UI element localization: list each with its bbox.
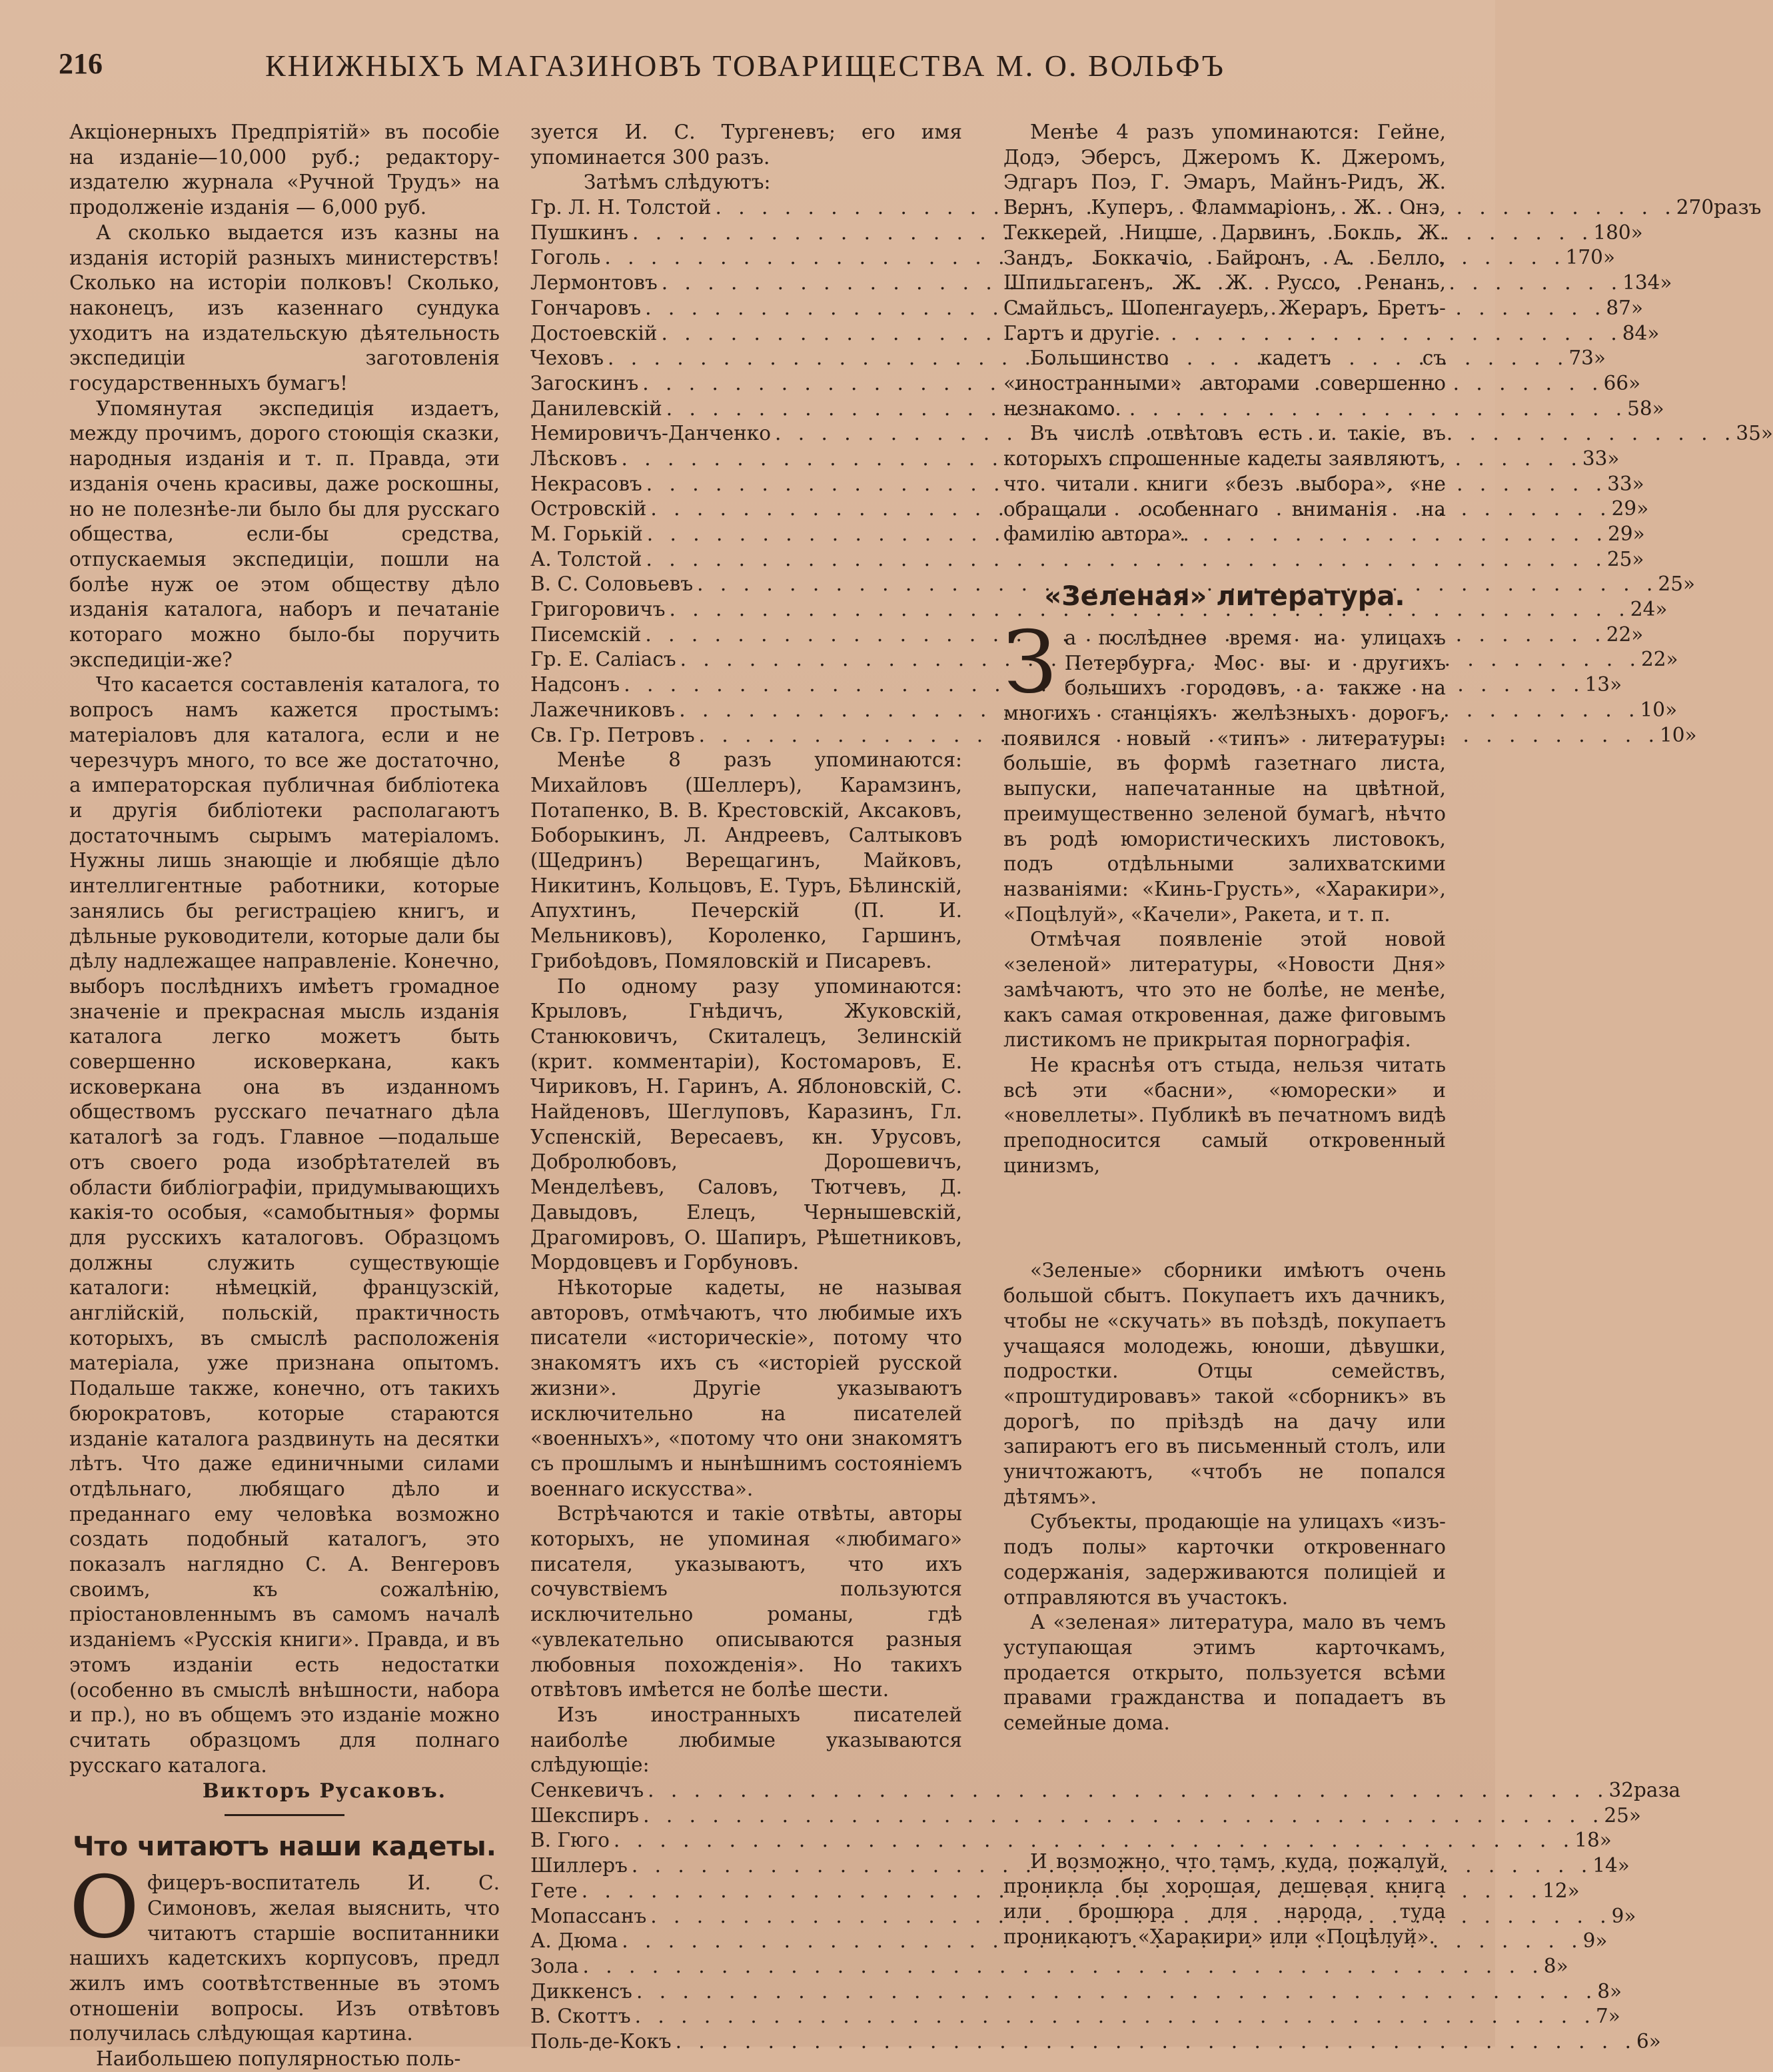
author-name: Зола (530, 1954, 579, 1977)
mention-count: 25 (1658, 572, 1683, 596)
paragraph: зуется И. С. Тургеневъ; его имя упоминается 300 разъ. (530, 121, 962, 169)
count-unit: » (1632, 547, 1644, 570)
paragraph-text: фицеръ-воспитатель И. С. Симоновъ, желая выяснить, что читаютъ старшіе воспитанники нашихъ кадетскихъ корпусовъ, предл жилъ имъ соотвѣтственные въ этомъ отношеніи вопросы. Изъ отвѣтовъ получилась слѣдующая картина. (69, 1871, 500, 2045)
author-name: Сенкевичъ (530, 1779, 644, 1802)
author-row (530, 622, 1644, 648)
mention-count: 84 (1622, 321, 1648, 345)
blank-space (1003, 1736, 1446, 1849)
section-divider (225, 1814, 344, 1816)
column-1 (69, 120, 500, 2072)
count-unit: » (1682, 572, 1696, 596)
paragraph: Акціонерныхъ Предпріятій» въ пособіе на изданіе—10,000 руб.; редактору-издателю журнала «Ручной Трудъ» на продолженіе изданія — 6,000 руб. (69, 121, 500, 219)
author-name: А. Толстой (530, 547, 642, 570)
paragraph: Что касается составленія каталога, то вопросъ намъ кажется простымъ: матеріаловъ для каталога, если и не черезчуръ много, то все же достаточно, а императорская публичная библіотека и другія библіотеки располагаютъ достаточнымъ сырымъ матеріаломъ. Нужны лишь знающіе и любящіе дѣло интеллигентные работники, которые занялись бы регистраціею книгъ, и дѣльные руководители, которые дали бы дѣлу надлежащее направленіе. Конечно, выборъ послѣднихъ имѣетъ громадное значеніе и прекрасная мысль изданія каталога легко можетъ быть совершенно исковеркана, какъ исковеркана она въ изданномъ обществомъ русскаго печатнаго дѣла каталогѣ за годъ. Главное —подальше отъ своего рода изобрѣтателей въ области библіографіи, придумывающихъ какія-то особыя, «самобытныя» формы для русскихъ каталоговъ. Образцомъ должны служить существующіе каталоги: нѣмецкій, французскій, англійскій, польскій, практичность которыхъ, въ смыслѣ расположенія матеріала, уже признана опытомъ. Подальше также, конечно, отъ такихъ бюрократовъ, которые стараются изданіе каталога раздвинуть на десятки лѣтъ. Что даже единичными силами отдѣльнаго, любящаго дѣло и преданнаго ему человѣка возможно создать подобный каталогъ, это показалъ наглядно С. А. Венгеровъ своимъ, къ сожалѣнію, пріостановленнымъ въ самомъ началѣ изданіемъ «Русскія книги». Правда, и въ этомъ изданіи есть недостатки (особенно въ смыслѣ внѣшности, набора и пр.), но въ общемъ это изданіе можно считать образцомъ для полнаго русскаго каталога. (69, 673, 500, 1777)
mention-count: 10 (1640, 698, 1666, 721)
paragraph: Субъекты, продающіе на улицахъ «изъ-подъ полы» карточки откровеннаго содержанія, задерживаются полиціей и отправляются въ участокъ. (1003, 1510, 1446, 1609)
author-row (530, 1803, 1641, 1829)
author-row (530, 296, 1643, 321)
leader-dots (672, 2029, 1636, 2055)
count-unit: » (1608, 2005, 1620, 2028)
author-name: Некрасовъ (530, 472, 642, 495)
count-unit: » (1632, 522, 1645, 546)
author-name: А. Дюма (530, 1929, 618, 1953)
section-title-cadets: Что читаютъ наши кадеты. (73, 1831, 496, 1863)
author-row (530, 472, 1644, 497)
author-row (530, 597, 1668, 622)
count-unit: » (1630, 296, 1643, 319)
author-name: Поль-де-Кокъ (530, 2029, 672, 2053)
paragraph: И возможно, что тамъ, куда, пожалуй, проникла бы хорошая, дешевая книга или брошюра для народа, туда проникаютъ «Харакири» или «Поцѣлуй». (1003, 1849, 1446, 1948)
count-unit: » (1624, 1904, 1636, 1927)
author-name: Шекспиръ (530, 1803, 640, 1827)
mention-count: 29 (1608, 522, 1633, 546)
leader-dots (632, 1979, 1597, 2005)
drop-cap: З (1003, 612, 1057, 712)
mention-count: 35 (1736, 422, 1761, 445)
count-unit: » (1599, 1829, 1612, 1852)
paragraph (69, 1858, 500, 2047)
author-name: Гр. Л. Н. Толстой (530, 196, 712, 219)
count-unit: » (1631, 622, 1644, 646)
count-unit: » (1610, 1979, 1622, 2003)
author-row (530, 723, 1697, 748)
blank-space (1003, 1178, 1446, 1258)
list-intro: Затѣмъ слѣдуютъ: (584, 171, 771, 194)
count-unit: » (1666, 648, 1678, 671)
paragraph: По одному разу упоминаются: Крыловъ, Гнѣдичъ, Жуковскій, Станюковичъ, Скиталецъ, Зелинскій (крит. комментаріи), Костомаровъ, Е. Чириковъ, Н. Гаринъ, А. Яблоновскій, С. Найденовъ, Шеглуповъ, Каразинъ, Гл. Успенскій, Вересаевъ, кн. Урусовъ, Добролюбовъ, Дорошевичъ, Менделѣевъ, Саловъ, Тютчевъ, Д. Давыдовъ, Елецъ, Чернышевскій, Драгомировъ, О. Шапиръ, Рѣшетниковъ, Мордовцевъ и Горбуновъ. (530, 974, 962, 1274)
count-unit: » (1610, 673, 1622, 696)
drop-cap: О (69, 1858, 139, 1958)
mention-count: 6 (1636, 2029, 1649, 2053)
author-row (530, 1979, 1622, 2005)
mention-count: 14 (1592, 1854, 1618, 1877)
paragraph: Наибольшею популярностью поль- (96, 2047, 461, 2071)
count-unit: » (1647, 321, 1660, 345)
author-name: Островскій (530, 497, 647, 520)
author-name: В. Гюго (530, 1829, 610, 1852)
paragraph: Въ числѣ отвѣтовъ есть и такіе, въ которыхъ спрошенные кадеты заявляютъ, что читали книги «безъ выбора», «не обращали особеннаго вниманія на фамилію автора». (1003, 422, 1446, 546)
count-unit: » (1602, 246, 1615, 269)
page-number: 216 (59, 47, 103, 80)
mention-count: 8 (1543, 1954, 1556, 1977)
count-unit: » (1628, 1803, 1641, 1827)
author-row (530, 647, 1678, 672)
mention-count: 9 (1611, 1904, 1624, 1927)
count-unit: » (1556, 1954, 1568, 1977)
mention-count: 10 (1659, 723, 1685, 746)
paragraph: Изъ иностранныхъ писателей наиболѣе любимые указываются слѣдующіе: (530, 1703, 962, 1777)
author-row (530, 1778, 1681, 1803)
count-unit: » (1567, 1879, 1580, 1902)
author-name: Лермонтовъ (530, 271, 658, 295)
author-row (530, 1828, 1612, 1853)
author-signature: Викторъ Русаковъ. (202, 1779, 446, 1803)
author-name: Св. Гр. Петровъ (530, 723, 695, 746)
count-unit: » (1652, 397, 1664, 420)
count-unit: » (1636, 497, 1649, 520)
paragraph: А «зеленая» литература, мало въ чемъ уступающая этимъ карточкамъ, продается открыто, пользуется всѣми правами гражданства и попадаетъ въ семейные дома. (1003, 1611, 1446, 1735)
page-header (59, 47, 1445, 93)
paragraph: Отмѣчая появленіе этой новой «зеленой» литературы, «Новости Дня» замѣчаютъ, что это не болѣе, не менѣе, какъ самая откровенная, даже фиговымъ листикомъ не прикрытая порнографія. (1003, 928, 1446, 1052)
author-name: Мопассанъ (530, 1904, 647, 1927)
count-unit: » (1617, 1854, 1630, 1877)
author-row (530, 371, 1641, 397)
author-row (530, 245, 1615, 271)
section-title-green-literature: «Зеленая» литература. (1044, 580, 1405, 612)
mention-count: 9 (1582, 1929, 1596, 1953)
author-row (530, 497, 1649, 522)
count-unit: » (1760, 422, 1773, 445)
paragraph: «Зеленые» сборники имѣютъ очень большой сбытъ. Покупаетъ ихъ дачникъ, чтобы не «скучать» въ поѣздѣ, покупаетъ учащаяся молодежь, юноши, дѣвушки, подростки. Отцы семействъ, «проштудировавъ» такой «сборникъ» въ дорогѣ, по пріѣздѣ на дачу или запираютъ его въ письменный столъ, или уничтожаютъ, «чтобъ не попался дѣтямъ». (1003, 1259, 1446, 1508)
count-unit: » (1648, 2029, 1661, 2053)
author-name: Немировичъ-Данченко (530, 422, 772, 445)
author-row (530, 397, 1664, 422)
author-row (530, 1954, 1568, 1979)
count-unit: » (1665, 698, 1678, 721)
author-name: Гончаровъ (530, 296, 642, 319)
paragraph: Встрѣчаются и такіе отвѣты, авторы которыхъ, не упоминая «любимаго» писателя, указываютъ, что ихъ сочувствіемъ пользуются исключительно романы, гдѣ «увлекательно описываются разныя любовныя похожденія». Но такихъ отвѣтовъ имѣется не болѣе шести. (530, 1502, 962, 1701)
mention-count: 22 (1606, 622, 1632, 646)
mention-count: 33 (1582, 447, 1608, 470)
running-title: КНИЖНЫХЪ МАГАЗИНОВЪ ТОВАРИЩЕСТВА М. О. ВОЛЬФЪ (265, 49, 1226, 83)
mention-count: 66 (1603, 371, 1629, 395)
author-row (530, 321, 1660, 347)
paragraph: А сколько выдается изъ казны на изданія исторій разныхъ министерствъ! Сколько на исторіи полковъ! Сколько, наконецъ, изъ казеннаго сундука уходитъ на издательскую дѣятельность экспедиціи заготовленія государственныхъ бумагъ! (69, 221, 500, 395)
author-name: Григоровичъ (530, 598, 666, 621)
author-name: Гр. Е. Саліасъ (530, 648, 676, 671)
count-unit: » (1628, 371, 1641, 395)
column-3 (1003, 120, 1446, 1950)
author-row (530, 2029, 1661, 2055)
author-name: Лажечниковъ (530, 698, 676, 721)
mention-count: 33 (1607, 472, 1632, 495)
author-row (530, 672, 1622, 698)
author-row (530, 1929, 1608, 1954)
author-row (530, 2004, 1620, 2029)
author-name: Гете (530, 1879, 578, 1902)
paragraph: Менѣе 4 разъ упоминаются: Гейне, Додэ, Эберсъ, Джеромъ К. Джеромъ, Эдгаръ Поэ, Г. Эмаръ, Майнъ-Ридъ, Ж. Вернъ, Куперъ, Фламмаріонъ, Ж. Онэ, Теккерей, Ницше, Дарвинъ, Бокль, Ж. Зандъ, Боккачіо, Байронъ, А. Белло, Шпильгагенъ, Ж. Ж. Руссо, Ренанъ, Смайльсъ, Шопенгауеръ, Жераръ, Бретъ-Гартъ и другіе. (1003, 121, 1446, 345)
count-unit: » (1660, 271, 1672, 295)
author-row (530, 271, 1672, 296)
mention-count: 170 (1565, 246, 1603, 269)
author-row (530, 698, 1678, 723)
mention-count: 8 (1597, 1979, 1610, 2003)
mention-count: 134 (1622, 271, 1660, 295)
mention-count: 73 (1568, 347, 1594, 370)
author-name: Шиллеръ (530, 1854, 628, 1877)
author-name: Надсонъ (530, 673, 620, 696)
count-unit: » (1684, 723, 1697, 746)
count-unit: » (1632, 472, 1644, 495)
author-row (530, 1879, 1580, 1904)
mention-count: 87 (1606, 296, 1631, 319)
author-row (530, 447, 1620, 472)
author-row (530, 346, 1606, 371)
paragraph: Большинство кадетъ съ «иностранными» авторами совершенно незнакомо. (1003, 347, 1446, 420)
paragraph (1003, 612, 1446, 927)
mention-count: 7 (1595, 2005, 1608, 2028)
mention-count: 18 (1574, 1829, 1600, 1852)
paragraph: Не краснѣя отъ стыда, нельзя читать всѣ эти «басни», «юморески» и «новеллеты». Публикѣ въ печатномъ видѣ преподносится самый откровенный цинизмъ, (1003, 1053, 1446, 1177)
author-name: В. С. Соловьевъ (530, 572, 694, 596)
paragraph-text: а послѣднее время на улицахъ Петербурга, Мос вы и другихъ большихъ городовъ, а также на многихъ станціяхъ желѣзныхъ дорогъ, появился новый «типъ» литературы: большіе, въ формѣ газетнаго листа, выпуски, напечатанные на цвѣтной, преимущественно зеленой бумагѣ, нѣчто въ родѣ юмористическихъ листовокъ, подъ отдѣльными залихватскими названіями: «Кинь-Грусть», «Харакири», «Поцѣлуй», «Качели», Ракета, и т. п. (1003, 626, 1446, 926)
author-row (530, 195, 1762, 221)
count-unit: » (1607, 447, 1620, 470)
mention-count: 12 (1542, 1879, 1568, 1902)
author-row (530, 221, 1643, 246)
mention-count: 58 (1627, 397, 1652, 420)
mention-count: 29 (1611, 497, 1637, 520)
author-row (530, 1853, 1630, 1879)
author-row (530, 421, 1773, 447)
count-unit: » (1593, 347, 1606, 370)
mention-count: 24 (1630, 598, 1656, 621)
mention-count: 270 (1676, 196, 1714, 219)
author-row (530, 522, 1645, 547)
leader-dots (578, 1954, 1543, 1979)
leader-dots (631, 2004, 1596, 2029)
paragraph: Нѣкоторые кадеты, не называя авторовъ, отмѣчаютъ, что любимые ихъ писатели «историческіе», потому что знакомятъ ихъ съ «исторіей русской жизни». Другіе указываютъ исключительно на писателей «военныхъ», «потому что они знакомятъ съ прошлымъ и нынѣшнимъ состояніемъ военнаго искусства». (530, 1276, 962, 1500)
mention-count: 25 (1604, 1803, 1629, 1827)
author-name: М. Горькій (530, 522, 643, 546)
author-name: Диккенсъ (530, 1979, 632, 2003)
count-unit: раза (1634, 1779, 1681, 1802)
mention-count: 32 (1608, 1779, 1634, 1802)
count-unit: разъ (1714, 196, 1762, 219)
author-name: В. Скоттъ (530, 2005, 631, 2028)
author-name: Данилевскій (530, 397, 662, 420)
author-name: Писемскій (530, 622, 642, 646)
paragraph: Упомянутая экспедиція издаетъ, между прочимъ, дорого стоющія сказки, народныя изданія и т. п. Правда, эти изданія очень красивы, даже роскошны, но не полезнѣе-ли было бы для русскаго общества, если-бы средства, отпускаемыя экспедиціи, пошли на болѣе нуж ое этом обществу дѣло изданія каталога, наборъ и печатаніе котораго можно было-бы поручить экспедиціи-же? (69, 397, 500, 671)
count-unit: » (1630, 221, 1643, 244)
author-name: Пушкинъ (530, 221, 629, 244)
author-name: Гоголь (530, 246, 601, 269)
author-row (530, 1904, 1636, 1929)
mention-count: 13 (1584, 673, 1610, 696)
author-name: Загоскинъ (530, 371, 639, 395)
mention-count: 22 (1640, 648, 1666, 671)
count-unit: » (1595, 1929, 1608, 1953)
paragraph: Менѣе 8 разъ упоминаются: Михайловъ (Шеллеръ), Карамзинъ, Потапенко, В. В. Крестовскій, Аксаковъ, Боборыкинъ, Л. Андреевъ, Салтыковъ (Щедринъ) Верещагинъ, Майковъ, Никитинъ, Кольцовъ, Е. Туръ, Бѣлинскій, Апухтинъ, Печерскій (П. И. Мельниковъ), Короленко, Гаршинъ, Грибоѣдовъ, Помяловскій и Писаревъ. (530, 748, 962, 972)
author-row (530, 547, 1644, 572)
author-name: Достоевскій (530, 321, 658, 345)
author-name: Лѣсковъ (530, 447, 618, 470)
author-name: Чеховъ (530, 347, 604, 370)
mention-count: 180 (1593, 221, 1631, 244)
count-unit: » (1655, 598, 1668, 621)
mention-count: 25 (1606, 547, 1632, 570)
